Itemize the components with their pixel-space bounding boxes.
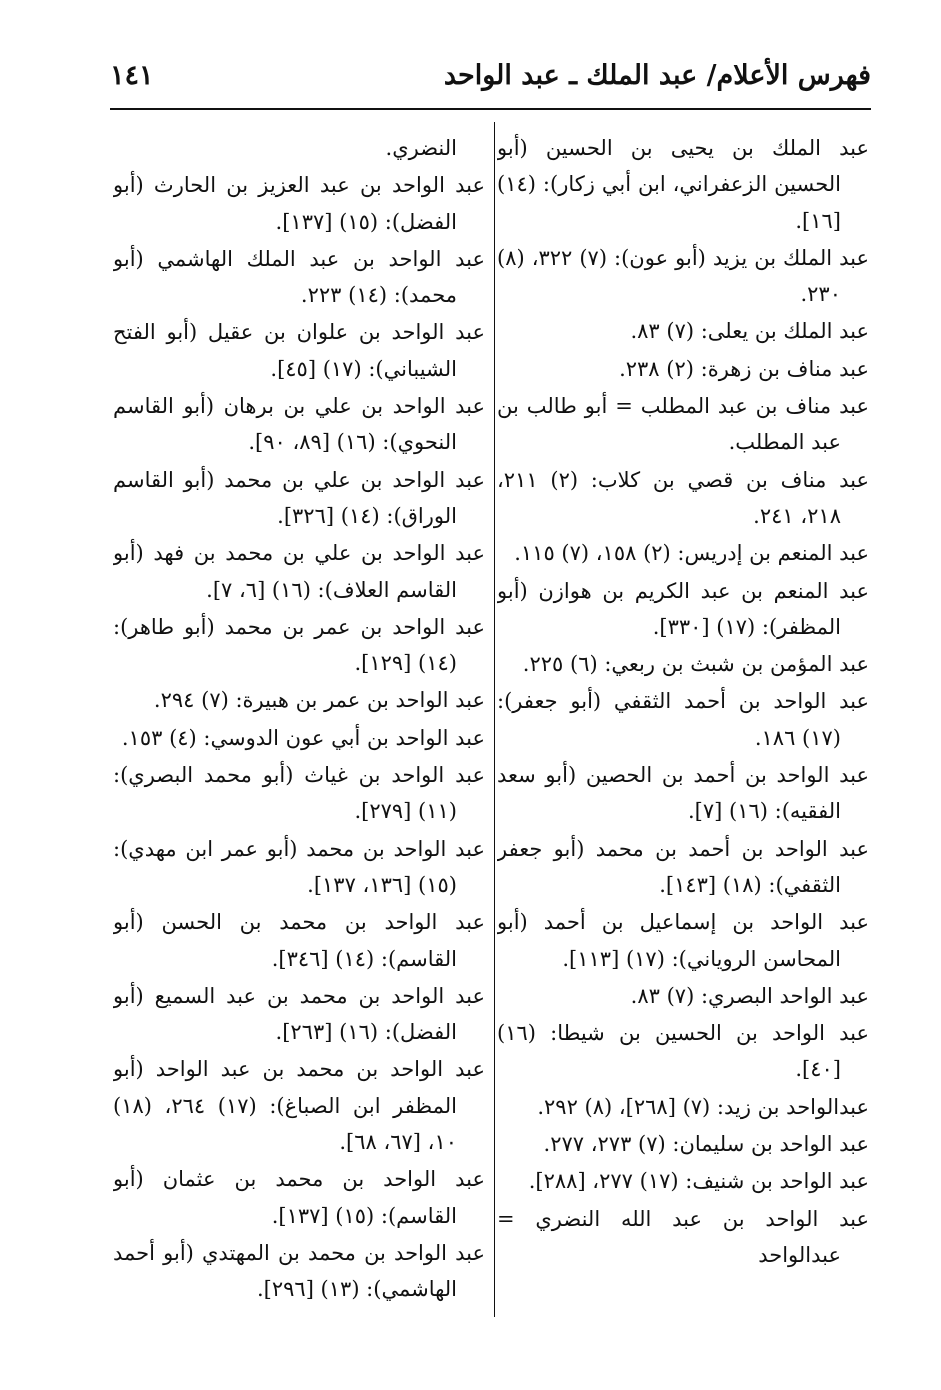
index-entry: عبد الواحد بن غياث (أبو محمد البصري): (١١) [٢٧٩].	[113, 763, 485, 824]
index-entry: عبد الواحد بن علي بن برهان (أبو القاسم النحوي): (١٦) [٨٩، ٩٠].	[113, 394, 485, 455]
index-entry: عبد الملك بن يحيى بن الحسين (أبو الحسين الزعفراني، ابن أبي زكار): (١٤) [١٦].	[497, 136, 869, 233]
index-entry: عبد الواحد بن أحمد بن الحصين (أبو سعد الفقيه): (١٦) [٧].	[497, 763, 869, 824]
index-entry: عبد الواحد بن أحمد بن محمد (أبو جعفر الثقفي): (١٨) [١٤٣].	[497, 836, 869, 897]
index-entry: عبد الواحد بن عبد العزيز بن الحارث (أبو الفضل): (١٥) [١٣٧].	[113, 173, 485, 234]
index-entry: عبد الواحد بن عمر بن هبيرة: (٧) ٢٩٤.	[153, 688, 485, 713]
index-entry: عبد الواحد بن عبد الله النضري = عبدالواحد	[497, 1206, 869, 1267]
index-entry: عبد الواحد بن علي بن محمد بن فهد (أبو القاسم العلاف): (١٦) [٦، ٧].	[113, 541, 485, 602]
index-entry: عبد الواحد بن أحمد الثقفي (أبو جعفر): (١٧) ١٨٦.	[497, 689, 869, 750]
index-entry: عبد المؤمن بن شبث بن ربعي: (٦) ٢٢٥.	[522, 652, 869, 677]
index-entry: عبد الواحد بن سليمان: (٧) ٢٧٣، ٢٧٧.	[543, 1132, 869, 1157]
index-entry: عبد الواحد بن الحسين بن شيطا: (١٦) [٤٠].	[497, 1021, 869, 1082]
index-entry: عبد الواحد بن عمر بن محمد (أبو طاهر): (١٤) [١٢٩].	[113, 614, 485, 676]
index-entry: عبد الواحد بن شنيف: (١٧) ٢٧٧، [٢٨٨].	[528, 1169, 869, 1194]
index-entry: عبد الواحد بن أبي عون الدوسي: (٤) ١٥٣.	[121, 725, 485, 750]
right-column	[497, 130, 869, 1330]
index-entry: عبد الملك بن يعلى: (٧) ٨٣.	[630, 319, 869, 344]
header-rule	[110, 108, 871, 110]
index-entry: عبد الواحد بن محمد بن المهتدي (أبو أحمد الهاشمي): (١٣) [٢٩٦].	[113, 1240, 485, 1302]
index-entry-continuation: النضري.	[385, 136, 457, 160]
index-entry: عبد مناف بن زهرة: (٢) ٢٣٨.	[619, 356, 869, 381]
left-column	[113, 130, 485, 1330]
index-entry: عبد الواحد بن محمد بن عبد السميع (أبو الفضل): (١٦) [٢٦٣].	[113, 983, 485, 1045]
running-title: فهرس الأعلام/ عبد الملك ـ عبد الواحد	[443, 60, 871, 91]
index-entry: عبد مناف بن قصي بن كلاب: (٢) ٢١١، ٢١٨، ٢٤١.	[497, 467, 869, 528]
index-entry: عبد الواحد بن إسماعيل بن أحمد (أبو المحاسن الروياني): (١٧) [١١٣].	[497, 910, 869, 971]
index-entry: عبد المنعم بن إدريس: (٢) ١٥٨، (٧) ١١٥.	[514, 541, 869, 566]
index-entry: عبد مناف بن عبد المطلب = أبو طالب بن عبد المطلب.	[497, 394, 869, 455]
index-entry: عبد الواحد بن علوان بن عقيل (أبو الفتح الشيباني): (١٧) [٤٥].	[113, 320, 485, 381]
index-entry: عبد المنعم بن عبد الكريم بن هوازن (أبو المظفر): (١٧) [٣٣٠].	[497, 578, 869, 639]
index-entry: عبد الملك بن يزيد (أبو عون): (٧) ٣٢٢، (٨) ٢٣٠.	[497, 245, 869, 307]
index-entry: عبد الواحد بن عبد الملك الهاشمي (أبو محمد): (١٤) ٢٢٣.	[113, 246, 485, 308]
index-entry: عبد الواحد البصري: (٧) ٨٣.	[630, 983, 869, 1008]
page-number: ١٤١	[110, 60, 154, 91]
page-header	[110, 60, 871, 100]
index-entry: عبد الواحد بن محمد بن عثمان (أبو القاسم): (١٥) [١٣٧].	[113, 1167, 485, 1228]
column-divider	[494, 122, 495, 1317]
index-entry: عبد الواحد بن محمد بن الحسن (أبو القاسم): (١٤) [٣٤٦].	[113, 910, 485, 971]
index-entry: عبد الواحد بن محمد بن عبد الواحد (أبو المظفر ابن الصباغ): (١٧) ٢٦٤، (١٨) ١٠، [٦٧، ٦٨].	[113, 1057, 485, 1155]
index-entry: عبد الواحد بن محمد (أبو عمر ابن مهدي): (١٥) [١٣٦، ١٣٧].	[113, 836, 485, 897]
index-entry: عبد الواحد بن علي بن محمد (أبو القاسم الوراق): (١٤) [٣٢٦].	[113, 467, 485, 528]
index-entry: عبدالواحد بن زيد: (٧) [٢٦٨]، (٨) ٢٩٢.	[537, 1094, 869, 1119]
